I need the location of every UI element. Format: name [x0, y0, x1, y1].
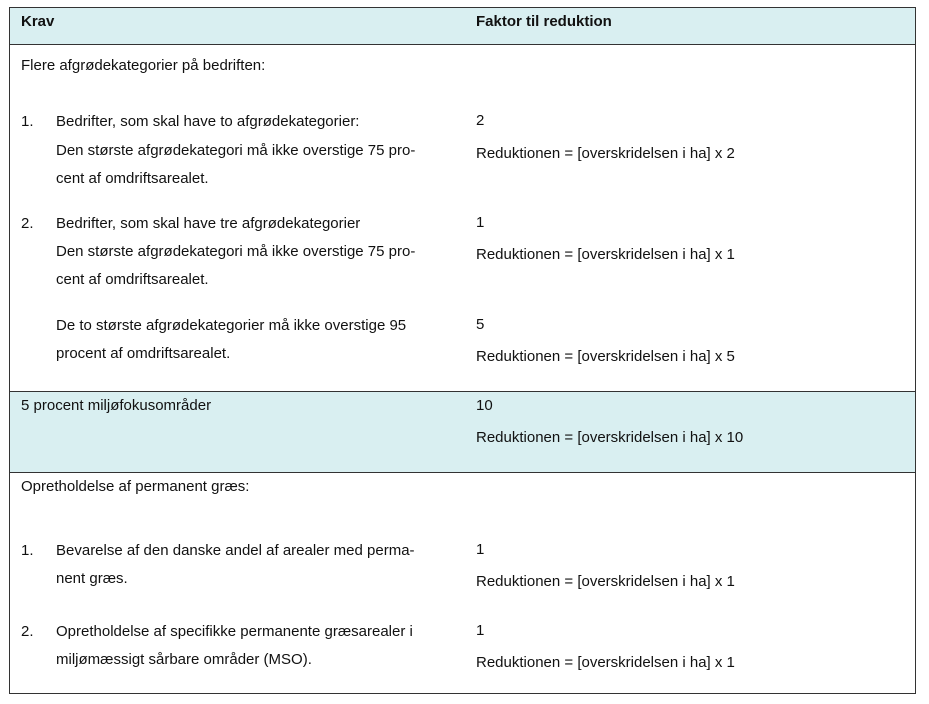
item-text-line: Bevarelse af den danske andel af arealer med perma- [56, 542, 415, 559]
item-number: 2. [21, 215, 34, 232]
factor-formula: Reduktionen = [overskridelsen i ha] x 1 [476, 246, 735, 263]
section-title: 5 procent miljøfokusområder [21, 397, 212, 414]
table-header [10, 8, 915, 44]
item-text-line: Den største afgrødekategori må ikke overstige 75 pro- [56, 142, 416, 159]
item-text-line: Bedrifter, som skal have tre afgrødekategorier [56, 215, 361, 232]
factor-value: 1 [476, 622, 485, 639]
item-text-line: De to største afgrødekategorier må ikke overstige 95 [56, 317, 407, 334]
reduction-table [9, 7, 916, 694]
factor-formula: Reduktionen = [overskridelsen i ha] x 2 [476, 145, 735, 162]
section-afgroedekategorier [10, 44, 915, 391]
header-krav: Krav [21, 13, 55, 30]
factor-formula: Reduktionen = [overskridelsen i ha] x 10 [476, 429, 744, 446]
factor-formula: Reduktionen = [overskridelsen i ha] x 1 [476, 573, 735, 590]
factor-value: 1 [476, 214, 485, 231]
section-miljoefokus [10, 391, 915, 472]
section-title: Flere afgrødekategorier på bedriften: [21, 57, 266, 74]
item-text-line: cent af omdriftsarealet. [56, 170, 209, 187]
item-text-line: Opretholdelse af specifikke permanente græsarealer i [56, 623, 413, 640]
item-number: 1. [21, 113, 34, 130]
factor-value: 1 [476, 541, 485, 558]
item-number: 2. [21, 623, 34, 640]
item-text-line: miljømæssigt sårbare områder (MSO). [56, 651, 312, 668]
factor-formula: Reduktionen = [overskridelsen i ha] x 1 [476, 654, 735, 671]
factor-value: 2 [476, 112, 485, 129]
item-text-line: procent af omdriftsarealet. [56, 345, 231, 362]
item-text-line: Bedrifter, som skal have to afgrødekategorier: [56, 113, 360, 130]
section-title: Opretholdelse af permanent græs: [21, 478, 250, 495]
factor-value: 5 [476, 316, 485, 333]
factor-formula: Reduktionen = [overskridelsen i ha] x 5 [476, 348, 735, 365]
item-text-line: cent af omdriftsarealet. [56, 271, 209, 288]
header-faktor: Faktor til reduktion [476, 13, 612, 30]
item-number: 1. [21, 542, 34, 559]
section-permanent-graes [10, 472, 915, 693]
item-text-line: nent græs. [56, 570, 128, 587]
factor-value: 10 [476, 397, 493, 414]
item-text-line: Den største afgrødekategori må ikke overstige 75 pro- [56, 243, 416, 260]
